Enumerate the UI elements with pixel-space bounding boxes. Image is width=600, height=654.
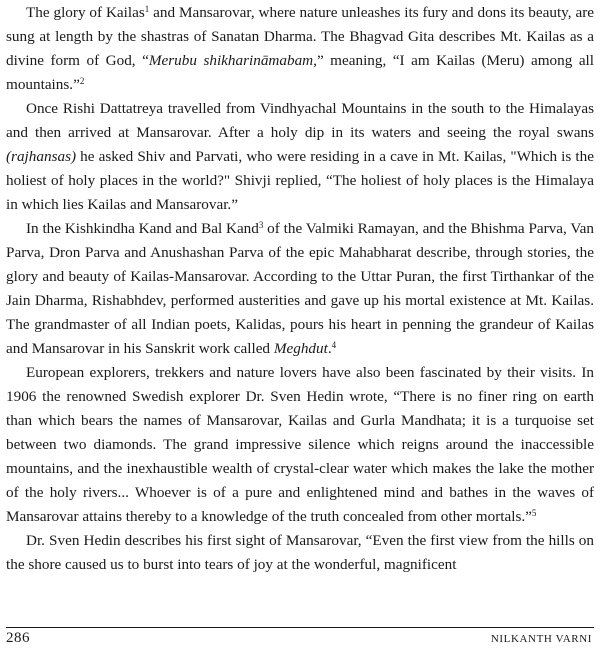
paragraph-kailas-glory: [6, 1, 594, 97]
page-number: 286: [6, 630, 30, 646]
footnote-ref: 2: [79, 76, 85, 86]
running-head: NILKANTH VARNI: [490, 633, 592, 645]
text-run: Dr. Sven Hedin describes his first sight of Mansarovar, “Even the first view from the hills on the shore caused us to burst into tears of joy at the wonderful, magnificent: [6, 532, 594, 573]
text-run: In the Kishkindha Kand and Bal Kand: [26, 220, 259, 237]
text-run: .: [327, 340, 332, 357]
italic-term: (rajhansas): [6, 148, 77, 165]
footer-rule: [6, 627, 594, 628]
footnote-ref: 4: [331, 340, 337, 350]
text-run: The glory of Kailas: [26, 4, 145, 21]
text-run: and Mansarovar, where nature unleashes its fury and dons its beauty, are sung at length by the shastras of Sanatan Dharma. The Bhagvad Gita describes Mt. Kailas as a divine form of God, “: [6, 4, 594, 69]
italic-term: Meghdut: [273, 340, 328, 357]
footnote-ref: 3: [258, 220, 264, 230]
text-run: European explorers, trekkers and nature lovers have also been fascinated by their visits. In 1906 the renowned Swedish explorer Dr. Sven Hedin wrote, “There is no finer ring on earth than which bears the names of Mansarovar, Kailas and Gurla Mandhata; it is a turquoise set between two diamonds. The grand impressive silence which reigns around the inaccessible mountains, and the inexhaustible wealth of crystal-clear water which makes the lake the mother of the holy rivers... Whoever is of a pure and enlightened mind and bathes in the waves of Mansarovar attains thereby to a knowledge of the truth concealed from other mortals.”: [6, 364, 594, 525]
paragraph-european-explorers: [6, 361, 594, 529]
footnote-ref: 5: [531, 508, 537, 518]
body-text: [6, 1, 594, 577]
text-run: he asked Shiv and Parvati, who were residing in a cave in Mt. Kailas, "Which is the holiest of holy places in the world?" Shivji replied, “The holiest of holy places is the Himalaya in which lies Kailas and Mansarovar.”: [6, 148, 594, 213]
paragraph-hedin-first-sight: [6, 529, 594, 577]
italic-term: Merubu shikharināmabam,: [148, 52, 317, 69]
paragraph-dattatreya: [6, 97, 594, 217]
text-run: of the Valmiki Ramayan, and the Bhishma Parva, Van Parva, Dron Parva and Anushashan Parva of the epic Mahabharat describe, through stories, the glory and beauty of Kailas-Mansarovar. According to the Uttar Puran, the first Tirthankar of the Jain Dharma, Rishabhdev, performed austerities and gave up his mortal existence at Mt. Kailas. The grandmaster of all Indian poets, Kalidas, pours his heart in penning the grandeur of Kailas and Mansarovar in his Sanskrit work called: [6, 220, 594, 357]
text-run: Once Rishi Dattatreya travelled from Vindhyachal Mountains in the south to the Himalayas and then arrived at Mansarovar. After a holy dip in its waters and seeing the royal swans: [6, 100, 594, 141]
text-run: ” meaning, “I am Kailas (Meru) among all mountains.”: [6, 52, 594, 93]
paragraph-scriptures: [6, 217, 594, 361]
footnote-ref: 1: [144, 4, 150, 14]
